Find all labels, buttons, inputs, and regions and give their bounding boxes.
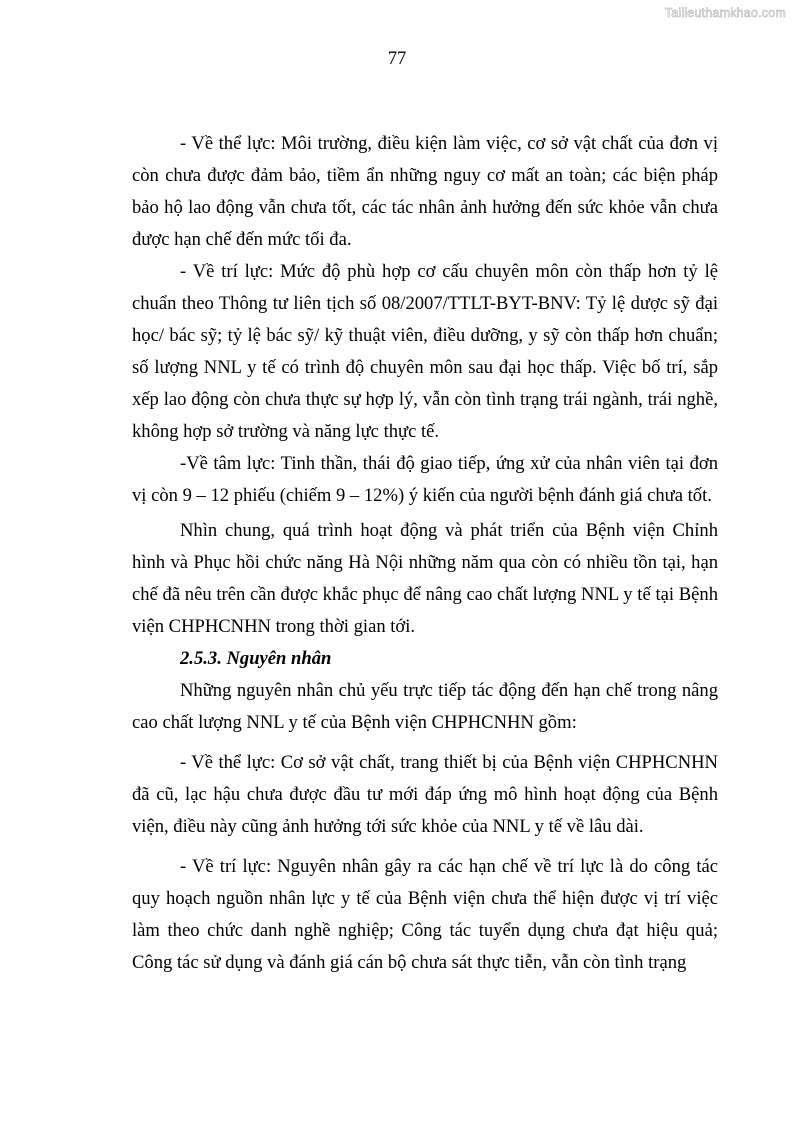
section-heading: 2.5.3. Nguyên nhân <box>180 648 332 669</box>
watermark: Tailieuthamkhao.com <box>664 6 786 20</box>
paragraph-cause-physical: - Về thể lực: Cơ sở vật chất, trang thiết bị của Bệnh viện CHPHCNHN đã cũ, lạc hậu chưa được đầu tư mới đáp ứng mô hình hoạt động của Bệnh viện, điều này cũng ảnh hưởng tới sức khỏe của NNL y tế về lâu dài. <box>132 752 718 837</box>
paragraph-causes-intro: Những nguyên nhân chủ yếu trực tiếp tác động đến hạn chế trong nâng cao chất lượng NNL y tế của Bệnh viện CHPHCNHN gồm: <box>132 680 718 733</box>
paragraph-mental-strength: -Về tâm lực: Tinh thần, thái độ giao tiếp, ứng xử của nhân viên tại đơn vị còn 9 – 12 phiếu (chiếm 9 – 12%) ý kiến của người bệnh đánh giá chưa tốt. <box>132 453 718 506</box>
body-text <box>132 128 718 979</box>
paragraph-physical-strength: - Về thể lực: Môi trường, điều kiện làm việc, cơ sở vật chất của đơn vị còn chưa được đảm bảo, tiềm ẩn những nguy cơ mất an toàn; các biện pháp bảo hộ lao động vẫn chưa tốt, các tác nhân ảnh hưởng đến sức khỏe vẫn chưa được hạn chế đến mức tối đa. <box>132 133 718 250</box>
page-number: 77 <box>387 48 407 69</box>
paragraph-intellectual-strength: - Về trí lực: Mức độ phù hợp cơ cấu chuyên môn còn thấp hơn tỷ lệ chuẩn theo Thông tư liên tịch số 08/2007/TTLT-BYT-BNV: Tỷ lệ dược sỹ đại học/ bác sỹ; tỷ lệ bác sỹ/ kỹ thuật viên, điều dưỡng, y sỹ còn thấp hơn chuẩn; số lượng NNL y tế có trình độ chuyên môn sau đại học thấp. Việc bố trí, sắp xếp lao động còn chưa thực sự hợp lý, vẫn còn tình trạng trái ngành, trái nghề, không hợp sở trường và năng lực thực tế. <box>132 261 718 442</box>
paragraph-overall-summary: Nhìn chung, quá trình hoạt động và phát triển của Bệnh viện Chỉnh hình và Phục hồi chức năng Hà Nội những năm qua còn có nhiều tồn tại, hạn chế đã nêu trên cần được khắc phục để nâng cao chất lượng NNL y tế tại Bệnh viện CHPHCNHN trong thời gian tới. <box>132 520 718 637</box>
paragraph-cause-intellectual: - Về trí lực: Nguyên nhân gây ra các hạn chế về trí lực là do công tác quy hoạch nguồn nhân lực y tế của Bệnh viện chưa thể hiện được vị trí việc làm theo chức danh nghề nghiệp; Công tác tuyển dụng chưa đạt hiệu quả; Công tác sử dụng và đánh giá cán bộ chưa sát thực tiễn, vẫn còn tình trạng <box>132 856 718 973</box>
